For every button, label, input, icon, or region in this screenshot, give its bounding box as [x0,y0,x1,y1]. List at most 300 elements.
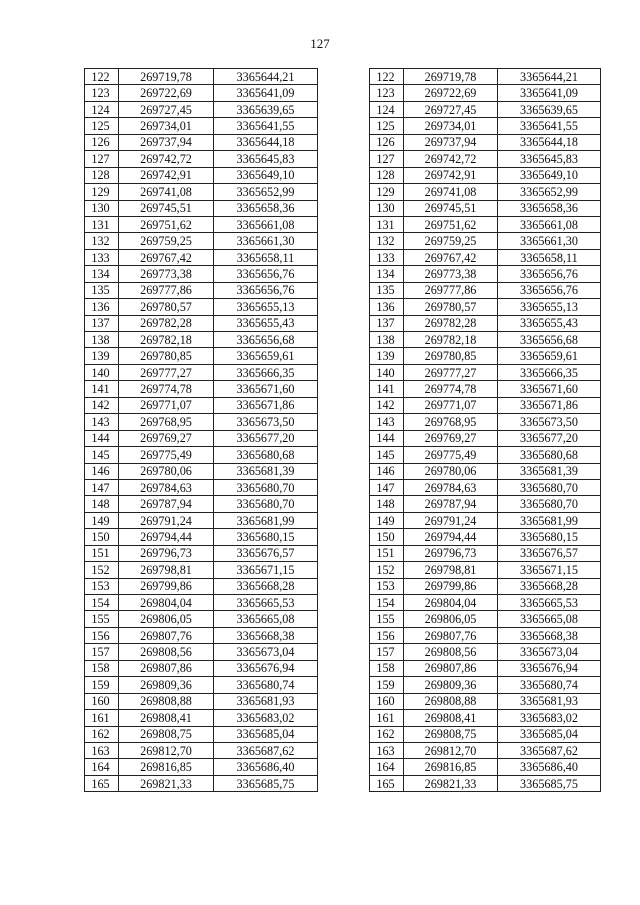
point-number-cell: 158 [85,660,119,676]
point-number-cell: 147 [370,479,404,495]
table-row [370,282,601,298]
y-coordinate-cell: 3365671,15 [214,562,318,578]
x-coordinate-cell: 269774,78 [404,381,498,397]
table-row [370,315,601,331]
table-row [370,69,601,85]
x-coordinate-cell: 269741,08 [119,184,214,200]
x-coordinate-cell: 269777,27 [119,364,214,380]
x-coordinate-cell: 269787,94 [119,496,214,512]
x-coordinate-cell: 269784,63 [119,479,214,495]
y-coordinate-cell: 3365676,57 [498,545,601,561]
y-coordinate-cell: 3365639,65 [498,101,601,117]
y-coordinate-cell: 3365655,13 [498,299,601,315]
table-row [85,463,318,479]
point-number-cell: 163 [370,742,404,758]
y-coordinate-cell: 3365668,38 [214,627,318,643]
point-number-cell: 152 [85,562,119,578]
x-coordinate-cell: 269768,95 [404,414,498,430]
table-row [85,512,318,528]
y-coordinate-cell: 3365665,53 [214,595,318,611]
table-row [370,463,601,479]
point-number-cell: 125 [370,118,404,134]
y-coordinate-cell: 3365677,20 [498,430,601,446]
table-row [370,710,601,726]
x-coordinate-cell: 269727,45 [404,101,498,117]
table-row [370,742,601,758]
y-coordinate-cell: 3365641,55 [214,118,318,134]
x-coordinate-cell: 269808,88 [404,693,498,709]
table-row [85,644,318,660]
y-coordinate-cell: 3365673,04 [214,644,318,660]
table-row [370,332,601,348]
y-coordinate-cell: 3365652,99 [498,184,601,200]
table-row [370,479,601,495]
table-row [85,348,318,364]
x-coordinate-cell: 269780,85 [119,348,214,364]
x-coordinate-cell: 269812,70 [119,742,214,758]
table-row [85,742,318,758]
table-row [370,512,601,528]
y-coordinate-cell: 3365656,76 [498,282,601,298]
table-row [85,381,318,397]
point-number-cell: 165 [85,775,119,791]
x-coordinate-cell: 269737,94 [119,134,214,150]
table-row [85,660,318,676]
x-coordinate-cell: 269787,94 [404,496,498,512]
y-coordinate-cell: 3365681,93 [214,693,318,709]
y-coordinate-cell: 3365671,60 [498,381,601,397]
y-coordinate-cell: 3365668,28 [214,578,318,594]
y-coordinate-cell: 3365680,70 [214,496,318,512]
point-number-cell: 143 [370,414,404,430]
table-row [370,151,601,167]
point-number-cell: 160 [370,693,404,709]
point-number-cell: 144 [370,430,404,446]
y-coordinate-cell: 3365649,10 [498,167,601,183]
x-coordinate-cell: 269796,73 [119,545,214,561]
x-coordinate-cell: 269768,95 [119,414,214,430]
point-number-cell: 155 [370,611,404,627]
y-coordinate-cell: 3365645,83 [498,151,601,167]
table-row [370,233,601,249]
point-number-cell: 129 [85,184,119,200]
table-row [370,266,601,282]
x-coordinate-cell: 269741,08 [404,184,498,200]
table-row [370,184,601,200]
table-row [85,299,318,315]
x-coordinate-cell: 269773,38 [404,266,498,282]
table-row [85,184,318,200]
coordinates-table-right-body [370,69,601,792]
y-coordinate-cell: 3365655,43 [498,315,601,331]
x-coordinate-cell: 269799,86 [404,578,498,594]
y-coordinate-cell: 3365668,28 [498,578,601,594]
x-coordinate-cell: 269780,06 [119,463,214,479]
x-coordinate-cell: 269808,41 [404,710,498,726]
x-coordinate-cell: 269751,62 [404,216,498,232]
point-number-cell: 139 [370,348,404,364]
point-number-cell: 126 [85,134,119,150]
point-number-cell: 122 [85,69,119,85]
table-row [85,397,318,413]
y-coordinate-cell: 3365644,21 [214,69,318,85]
y-coordinate-cell: 3365676,57 [214,545,318,561]
x-coordinate-cell: 269804,04 [404,595,498,611]
x-coordinate-cell: 269794,44 [404,529,498,545]
point-number-cell: 123 [85,85,119,101]
table-row [370,430,601,446]
table-row [85,101,318,117]
point-number-cell: 140 [370,364,404,380]
y-coordinate-cell: 3365658,11 [498,249,601,265]
point-number-cell: 141 [370,381,404,397]
x-coordinate-cell: 269742,91 [119,167,214,183]
y-coordinate-cell: 3365641,55 [498,118,601,134]
y-coordinate-cell: 3365673,50 [498,414,601,430]
point-number-cell: 149 [85,512,119,528]
x-coordinate-cell: 269798,81 [404,562,498,578]
table-row [85,627,318,643]
point-number-cell: 155 [85,611,119,627]
table-row [85,726,318,742]
table-row [85,233,318,249]
point-number-cell: 137 [370,315,404,331]
point-number-cell: 151 [85,545,119,561]
y-coordinate-cell: 3365644,18 [214,134,318,150]
y-coordinate-cell: 3365681,93 [498,693,601,709]
y-coordinate-cell: 3365665,08 [214,611,318,627]
y-coordinate-cell: 3365666,35 [498,364,601,380]
x-coordinate-cell: 269784,63 [404,479,498,495]
x-coordinate-cell: 269742,91 [404,167,498,183]
table-row [370,578,601,594]
x-coordinate-cell: 269821,33 [404,775,498,791]
table-row [370,611,601,627]
point-number-cell: 125 [85,118,119,134]
y-coordinate-cell: 3365659,61 [214,348,318,364]
point-number-cell: 147 [85,479,119,495]
y-coordinate-cell: 3365680,70 [214,479,318,495]
y-coordinate-cell: 3365661,30 [214,233,318,249]
x-coordinate-cell: 269745,51 [119,200,214,216]
x-coordinate-cell: 269777,27 [404,364,498,380]
point-number-cell: 159 [370,677,404,693]
y-coordinate-cell: 3365685,75 [214,775,318,791]
table-row [370,775,601,791]
y-coordinate-cell: 3365656,76 [214,266,318,282]
table-row [370,216,601,232]
point-number-cell: 161 [85,710,119,726]
x-coordinate-cell: 269780,57 [404,299,498,315]
y-coordinate-cell: 3365673,04 [498,644,601,660]
point-number-cell: 137 [85,315,119,331]
point-number-cell: 145 [85,447,119,463]
y-coordinate-cell: 3365687,62 [214,742,318,758]
x-coordinate-cell: 269774,78 [119,381,214,397]
point-number-cell: 122 [370,69,404,85]
y-coordinate-cell: 3365676,94 [498,660,601,676]
point-number-cell: 150 [85,529,119,545]
point-number-cell: 131 [370,216,404,232]
y-coordinate-cell: 3365680,74 [498,677,601,693]
table-row [85,118,318,134]
point-number-cell: 132 [85,233,119,249]
x-coordinate-cell: 269807,86 [404,660,498,676]
point-number-cell: 149 [370,512,404,528]
point-number-cell: 154 [85,595,119,611]
point-number-cell: 152 [370,562,404,578]
table-row [370,167,601,183]
point-number-cell: 130 [85,200,119,216]
x-coordinate-cell: 269799,86 [119,578,214,594]
x-coordinate-cell: 269809,36 [404,677,498,693]
table-row [370,759,601,775]
table-row [85,151,318,167]
x-coordinate-cell: 269782,28 [119,315,214,331]
y-coordinate-cell: 3365658,36 [214,200,318,216]
x-coordinate-cell: 269777,86 [404,282,498,298]
point-number-cell: 146 [370,463,404,479]
y-coordinate-cell: 3365671,15 [498,562,601,578]
y-coordinate-cell: 3365687,62 [498,742,601,758]
x-coordinate-cell: 269807,76 [119,627,214,643]
x-coordinate-cell: 269771,07 [404,397,498,413]
table-row [85,447,318,463]
point-number-cell: 127 [85,151,119,167]
point-number-cell: 142 [85,397,119,413]
point-number-cell: 156 [85,627,119,643]
table-row [370,447,601,463]
table-row [85,479,318,495]
x-coordinate-cell: 269751,62 [119,216,214,232]
point-number-cell: 143 [85,414,119,430]
y-coordinate-cell: 3365671,60 [214,381,318,397]
point-number-cell: 134 [85,266,119,282]
table-row [85,200,318,216]
point-number-cell: 127 [370,151,404,167]
table-row [370,299,601,315]
table-row [85,167,318,183]
y-coordinate-cell: 3365665,08 [498,611,601,627]
table-row [370,627,601,643]
y-coordinate-cell: 3365649,10 [214,167,318,183]
point-number-cell: 130 [370,200,404,216]
point-number-cell: 139 [85,348,119,364]
y-coordinate-cell: 3365661,08 [498,216,601,232]
table-row [85,85,318,101]
x-coordinate-cell: 269816,85 [119,759,214,775]
x-coordinate-cell: 269734,01 [119,118,214,134]
point-number-cell: 142 [370,397,404,413]
point-number-cell: 156 [370,627,404,643]
y-coordinate-cell: 3365671,86 [214,397,318,413]
table-row [85,134,318,150]
table-row [370,85,601,101]
x-coordinate-cell: 269809,36 [119,677,214,693]
point-number-cell: 123 [370,85,404,101]
x-coordinate-cell: 269806,05 [404,611,498,627]
y-coordinate-cell: 3365681,99 [498,512,601,528]
x-coordinate-cell: 269807,86 [119,660,214,676]
table-row [85,249,318,265]
x-coordinate-cell: 269782,18 [119,332,214,348]
table-row [370,414,601,430]
point-number-cell: 146 [85,463,119,479]
y-coordinate-cell: 3365680,70 [498,496,601,512]
point-number-cell: 140 [85,364,119,380]
x-coordinate-cell: 269745,51 [404,200,498,216]
table-row [370,726,601,742]
y-coordinate-cell: 3365680,15 [498,529,601,545]
table-row [85,430,318,446]
x-coordinate-cell: 269780,57 [119,299,214,315]
x-coordinate-cell: 269780,06 [404,463,498,479]
x-coordinate-cell: 269777,86 [119,282,214,298]
y-coordinate-cell: 3365680,68 [214,447,318,463]
y-coordinate-cell: 3365685,04 [498,726,601,742]
x-coordinate-cell: 269808,41 [119,710,214,726]
point-number-cell: 128 [370,167,404,183]
x-coordinate-cell: 269804,04 [119,595,214,611]
point-number-cell: 124 [85,101,119,117]
x-coordinate-cell: 269727,45 [119,101,214,117]
point-number-cell: 133 [370,249,404,265]
point-number-cell: 136 [370,299,404,315]
x-coordinate-cell: 269767,42 [119,249,214,265]
point-number-cell: 126 [370,134,404,150]
table-row [85,759,318,775]
point-number-cell: 150 [370,529,404,545]
table-row [85,496,318,512]
y-coordinate-cell: 3365671,86 [498,397,601,413]
table-row [370,660,601,676]
y-coordinate-cell: 3365655,13 [214,299,318,315]
table-row [85,677,318,693]
y-coordinate-cell: 3365658,36 [498,200,601,216]
y-coordinate-cell: 3365656,76 [214,282,318,298]
point-number-cell: 148 [85,496,119,512]
table-row [85,775,318,791]
point-number-cell: 128 [85,167,119,183]
y-coordinate-cell: 3365656,68 [214,332,318,348]
y-coordinate-cell: 3365659,61 [498,348,601,364]
y-coordinate-cell: 3365644,21 [498,69,601,85]
table-row [370,249,601,265]
x-coordinate-cell: 269737,94 [404,134,498,150]
point-number-cell: 157 [370,644,404,660]
y-coordinate-cell: 3365681,99 [214,512,318,528]
point-number-cell: 144 [85,430,119,446]
point-number-cell: 162 [370,726,404,742]
table-row [370,118,601,134]
x-coordinate-cell: 269808,56 [404,644,498,660]
point-number-cell: 164 [85,759,119,775]
point-number-cell: 157 [85,644,119,660]
table-row [370,677,601,693]
point-number-cell: 162 [85,726,119,742]
y-coordinate-cell: 3365683,02 [214,710,318,726]
x-coordinate-cell: 269798,81 [119,562,214,578]
table-row [85,216,318,232]
x-coordinate-cell: 269808,88 [119,693,214,709]
table-row [370,545,601,561]
table-row [370,644,601,660]
x-coordinate-cell: 269742,72 [404,151,498,167]
point-number-cell: 124 [370,101,404,117]
x-coordinate-cell: 269808,75 [119,726,214,742]
table-row [85,69,318,85]
y-coordinate-cell: 3365639,65 [214,101,318,117]
y-coordinate-cell: 3365661,30 [498,233,601,249]
table-row [85,562,318,578]
x-coordinate-cell: 269812,70 [404,742,498,758]
table-row [370,381,601,397]
y-coordinate-cell: 3365658,11 [214,249,318,265]
x-coordinate-cell: 269767,42 [404,249,498,265]
table-row [85,315,318,331]
table-row [370,693,601,709]
table-row [370,101,601,117]
y-coordinate-cell: 3365681,39 [498,463,601,479]
point-number-cell: 141 [85,381,119,397]
x-coordinate-cell: 269780,85 [404,348,498,364]
point-number-cell: 158 [370,660,404,676]
table-row [370,134,601,150]
y-coordinate-cell: 3365668,38 [498,627,601,643]
y-coordinate-cell: 3365680,68 [498,447,601,463]
coordinates-table-left-body [85,69,318,792]
x-coordinate-cell: 269796,73 [404,545,498,561]
y-coordinate-cell: 3365681,39 [214,463,318,479]
x-coordinate-cell: 269782,28 [404,315,498,331]
x-coordinate-cell: 269759,25 [404,233,498,249]
y-coordinate-cell: 3365645,83 [214,151,318,167]
x-coordinate-cell: 269722,69 [119,85,214,101]
x-coordinate-cell: 269719,78 [404,69,498,85]
table-row [370,364,601,380]
x-coordinate-cell: 269769,27 [404,430,498,446]
table-row [370,397,601,413]
y-coordinate-cell: 3365644,18 [498,134,601,150]
x-coordinate-cell: 269742,72 [119,151,214,167]
y-coordinate-cell: 3365685,75 [498,775,601,791]
point-number-cell: 135 [85,282,119,298]
table-row [370,595,601,611]
y-coordinate-cell: 3365686,40 [214,759,318,775]
y-coordinate-cell: 3365665,53 [498,595,601,611]
y-coordinate-cell: 3365677,20 [214,430,318,446]
x-coordinate-cell: 269722,69 [404,85,498,101]
x-coordinate-cell: 269807,76 [404,627,498,643]
point-number-cell: 164 [370,759,404,775]
point-number-cell: 165 [370,775,404,791]
point-number-cell: 153 [85,578,119,594]
point-number-cell: 145 [370,447,404,463]
y-coordinate-cell: 3365661,08 [214,216,318,232]
x-coordinate-cell: 269771,07 [119,397,214,413]
point-number-cell: 133 [85,249,119,265]
table-row [370,529,601,545]
x-coordinate-cell: 269816,85 [404,759,498,775]
y-coordinate-cell: 3365641,09 [498,85,601,101]
point-number-cell: 163 [85,742,119,758]
point-number-cell: 132 [370,233,404,249]
table-row [85,282,318,298]
x-coordinate-cell: 269719,78 [119,69,214,85]
coordinates-table-right [369,68,601,792]
point-number-cell: 136 [85,299,119,315]
x-coordinate-cell: 269734,01 [404,118,498,134]
